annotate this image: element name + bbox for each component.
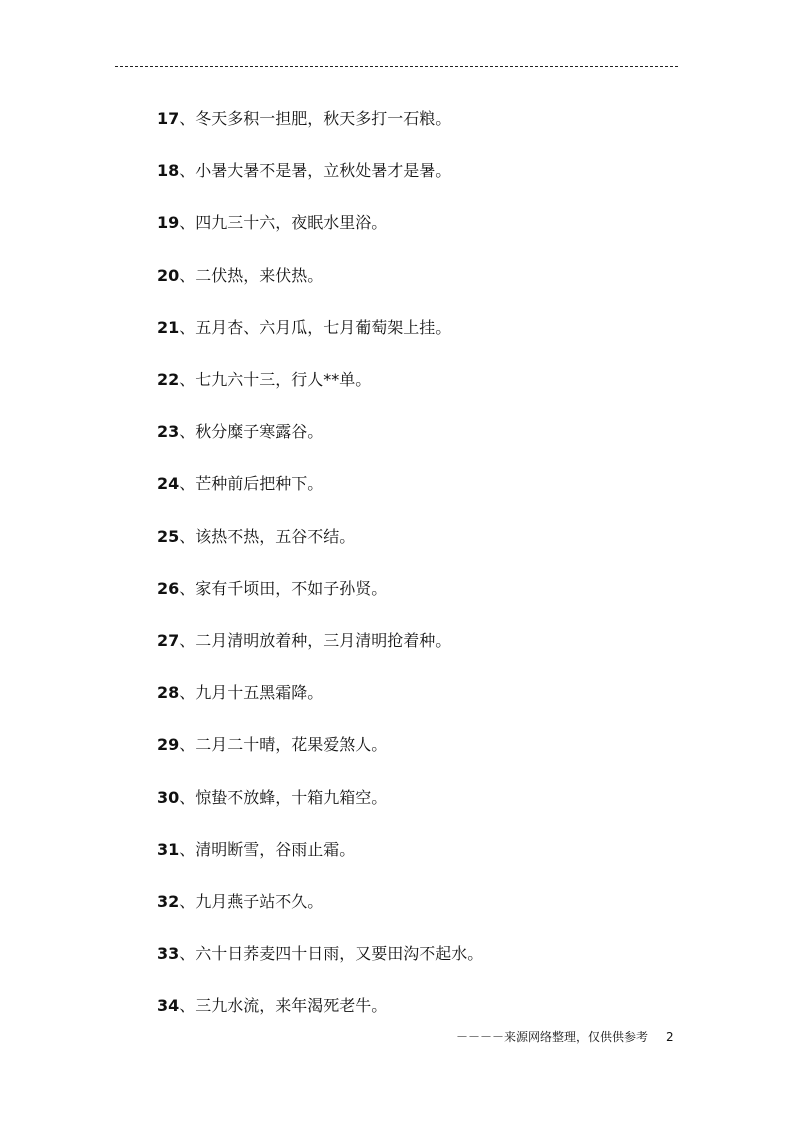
- item-number: 33: [157, 944, 180, 964]
- list-item: [157, 630, 451, 652]
- list-item: [157, 995, 387, 1017]
- item-text: 二月清明放着种，三月清明抢着种。: [195, 631, 452, 650]
- item-number: 18: [157, 161, 180, 181]
- item-text: 三九水流，来年渴死老牛。: [195, 996, 388, 1016]
- item-text: 芒种前后把种下。: [195, 474, 324, 494]
- list-item: [157, 108, 451, 130]
- item-separator: 、: [179, 370, 196, 389]
- list-item: [157, 473, 323, 495]
- item-number: 17: [157, 109, 180, 128]
- item-text: 惊蛰不放蜂，十箱九箱空。: [195, 787, 388, 807]
- list-item: [157, 526, 355, 548]
- item-separator: 、: [179, 317, 196, 337]
- item-separator: 、: [179, 892, 196, 911]
- item-number: 31: [157, 839, 180, 859]
- list-item: [157, 265, 323, 287]
- list-item: [157, 682, 323, 704]
- item-separator: 、: [179, 787, 196, 807]
- item-number: 34: [157, 996, 180, 1016]
- item-separator: 、: [179, 683, 196, 703]
- item-text: 二伏热，来伏热。: [195, 265, 324, 285]
- item-separator: 、: [179, 839, 196, 859]
- item-text: 九月十五黑霜降。: [195, 683, 324, 703]
- item-separator: 、: [179, 526, 196, 546]
- list-item: [157, 317, 451, 339]
- item-separator: 、: [179, 213, 196, 233]
- item-number: 30: [157, 787, 180, 807]
- item-number: 25: [157, 526, 180, 546]
- item-number: 26: [157, 578, 180, 598]
- header-dashed-rule: [115, 66, 678, 67]
- item-separator: 、: [179, 422, 196, 442]
- item-text: 五月杏、六月瓜，七月葡萄架上挂。: [195, 317, 452, 337]
- item-number: 28: [157, 683, 180, 703]
- item-separator: 、: [179, 631, 196, 650]
- item-separator: 、: [179, 109, 196, 128]
- item-number: 29: [157, 735, 180, 755]
- item-number: 21: [157, 317, 180, 337]
- item-text: 家有千顷田，不如子孙贤。: [195, 578, 388, 598]
- item-text: 秋分糜子寒露谷。: [195, 422, 324, 442]
- item-separator: 、: [179, 944, 196, 964]
- item-separator: 、: [179, 161, 196, 181]
- list-item: [157, 787, 387, 809]
- item-text: 九月燕子站不久。: [195, 892, 324, 911]
- item-text: 冬天多积一担肥，秋天多打一石粮。: [195, 109, 452, 128]
- item-number: 32: [157, 892, 180, 911]
- item-number: 23: [157, 422, 180, 442]
- item-text: 二月二十晴，花果爱煞人。: [195, 735, 388, 755]
- page-number: 2: [666, 1030, 674, 1044]
- item-text: 小暑大暑不是暑，立秋处暑才是暑。: [195, 161, 452, 181]
- item-separator: 、: [179, 474, 196, 494]
- item-separator: 、: [179, 265, 196, 285]
- item-separator: 、: [179, 735, 196, 755]
- list-item: [157, 943, 483, 965]
- list-item: [157, 839, 355, 861]
- list-item: [157, 369, 371, 391]
- item-number: 27: [157, 631, 180, 650]
- list-item: [157, 891, 323, 913]
- item-separator: 、: [179, 996, 196, 1016]
- list-item: [157, 578, 387, 600]
- item-number: 22: [157, 370, 180, 389]
- item-text: 六十日荞麦四十日雨，又要田沟不起水。: [195, 944, 484, 964]
- list-item: [157, 212, 387, 234]
- item-text: 清明断雪，谷雨止霜。: [195, 839, 356, 859]
- item-text: 七九六十三，行人**单。: [195, 370, 372, 389]
- item-number: 20: [157, 265, 180, 285]
- item-number: 19: [157, 213, 180, 233]
- list-item: [157, 734, 387, 756]
- list-item: [157, 160, 451, 182]
- item-text: 四九三十六，夜眠水里浴。: [195, 213, 388, 233]
- item-separator: 、: [179, 578, 196, 598]
- item-text: 该热不热，五谷不结。: [195, 526, 356, 546]
- footer-note: －－－－来源网络整理，仅供供参考: [456, 1030, 649, 1044]
- item-number: 24: [157, 474, 180, 494]
- list-item: [157, 421, 323, 443]
